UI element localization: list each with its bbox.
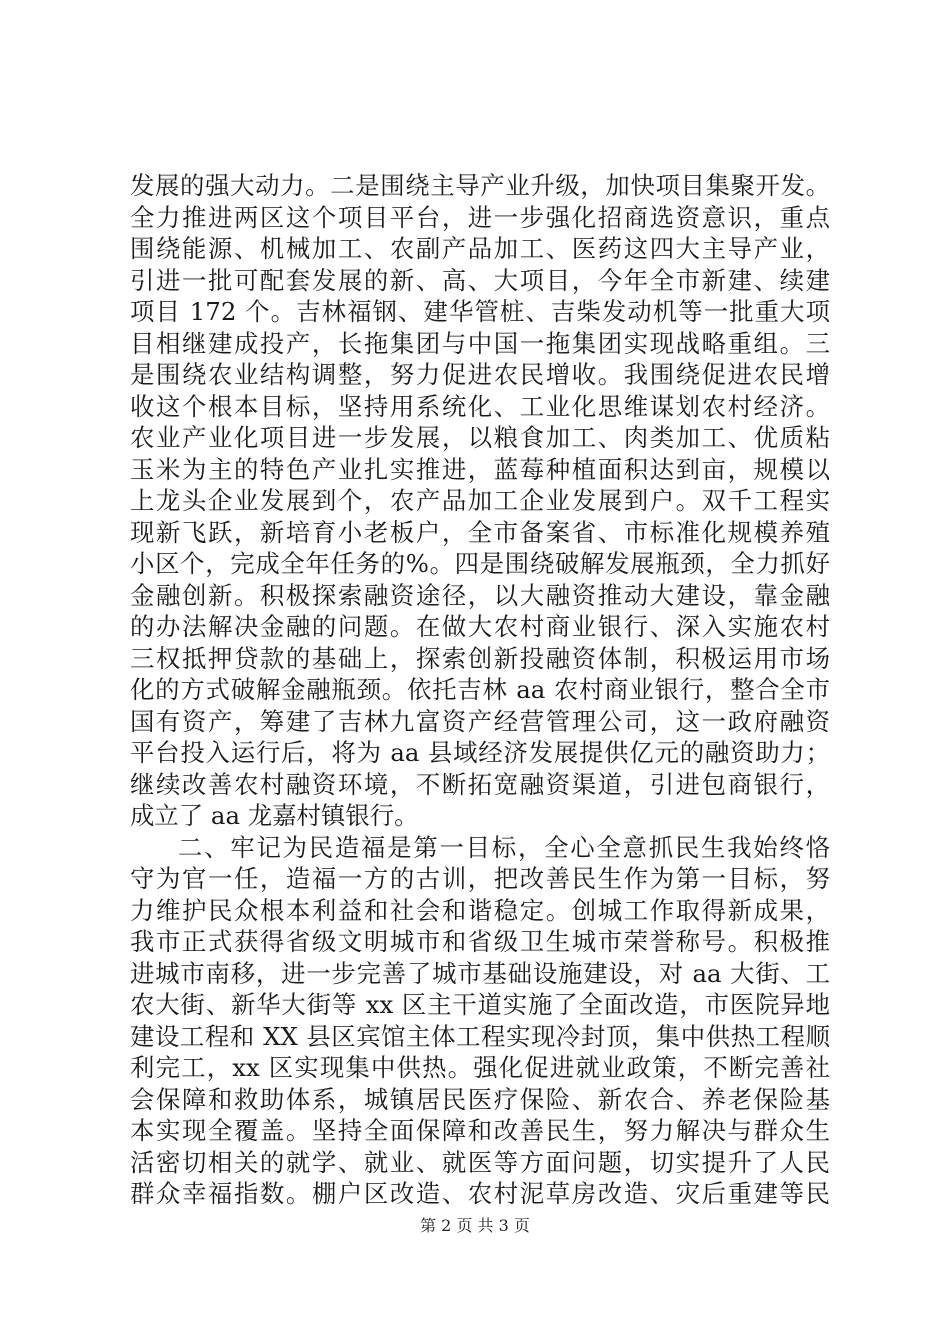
text-line: 利完工，xx 区实现集中供热。强化促进就业政策，不断完善社 xyxy=(130,1053,830,1082)
text-line: 活密切相关的就学、就业、就医等方面问题，切实提升了人民 xyxy=(130,1147,830,1177)
paragraph-first-line: 二、牢记为民造福是第一目标，全心全意抓民生我始终恪 xyxy=(178,832,830,862)
text-line: 项目 172 个。吉林福钢、建华管桩、吉柴发动机等一批重大项 xyxy=(130,297,830,326)
text-line: 平台投入运行后，将为 aa 县域经济发展提供亿元的融资助力； xyxy=(130,738,830,767)
text-line: 的办法解决金融的问题。在做大农村商业银行、深入实施农村 xyxy=(130,612,830,641)
text-line: 三权抵押贷款的基础上，探索创新投融资体制，积极运用市场 xyxy=(130,643,830,673)
text-line: 发展的强大动力。二是围绕主导产业升级，加快项目集聚开发。 xyxy=(130,171,830,200)
text-line: 目相继建成投产，长拖集团与中国一拖集团实现战略重组。三 xyxy=(130,328,830,358)
text-line: 守为官一任，造福一方的古训，把改善民生作为第一目标，努 xyxy=(130,864,830,893)
text-line: 小区个，完成全年任务的%。四是围绕破解发展瓶颈，全力抓好 xyxy=(130,549,830,578)
text-line: 全力推进两区这个项目平台，进一步强化招商选资意识，重点 xyxy=(130,202,830,232)
text-line: 群众幸福指数。棚户区改造、农村泥草房改造、灾后重建等民 xyxy=(130,1179,830,1208)
document-body xyxy=(130,170,830,1210)
text-line: 进城市南移，进一步完善了城市基础设施建设，对 aa 大街、工 xyxy=(130,958,830,988)
text-line: 建设工程和 XX 县区宾馆主体工程实现冷封顶，集中供热工程顺 xyxy=(130,1021,830,1051)
text-line: 我市正式获得省级文明城市和省级卫生城市荣誉称号。积极推 xyxy=(130,927,830,956)
text-line: 是围绕农业结构调整，努力促进农民增收。我围绕促进农民增 xyxy=(130,360,830,389)
text-line: 国有资产，筹建了吉林九富资产经营管理公司，这一政府融资 xyxy=(130,706,830,736)
text-line: 农业产业化项目进一步发展，以粮食加工、肉类加工、优质粘 xyxy=(130,423,830,452)
text-line: 现新飞跃，新培育小老板户，全市备案省、市标准化规模养殖 xyxy=(130,517,830,547)
text-line: 力维护民众根本利益和社会和谐稳定。创城工作取得新成果， xyxy=(130,895,830,925)
text-line: 上龙头企业发展到个，农产品加工企业发展到户。双千工程实 xyxy=(130,486,830,515)
text-line: 农大街、新华大街等 xx 区主干道实施了全面改造，市医院异地 xyxy=(130,990,830,1019)
text-line: 引进一批可配套发展的新、高、大项目，今年全市新建、续建 xyxy=(130,265,830,295)
page-number-footer: 第 2 页 共 3 页 xyxy=(420,1216,530,1235)
text-line: 玉米为主的特色产业扎实推进，蓝莓种植面积达到亩，规模以 xyxy=(130,454,830,484)
text-line: 本实现全覆盖。坚持全面保障和改善民生，努力解决与群众生 xyxy=(130,1116,830,1145)
paragraph-last-line: 成立了 aa 龙嘉村镇银行。 xyxy=(130,801,419,830)
text-line: 会保障和救助体系，城镇居民医疗保险、新农合、养老保险基 xyxy=(130,1084,830,1114)
text-line: 围绕能源、机械加工、农副产品加工、医药这四大主导产业， xyxy=(130,234,830,263)
text-line: 收这个根本目标，坚持用系统化、工业化思维谋划农村经济。 xyxy=(130,391,830,421)
text-line: 金融创新。积极探索融资途径，以大融资推动大建设，靠金融 xyxy=(130,580,830,610)
text-line: 化的方式破解金融瓶颈。依托吉林 aa 农村商业银行，整合全市 xyxy=(130,675,830,704)
text-line: 继续改善农村融资环境，不断拓宽融资渠道，引进包商银行， xyxy=(130,769,830,799)
